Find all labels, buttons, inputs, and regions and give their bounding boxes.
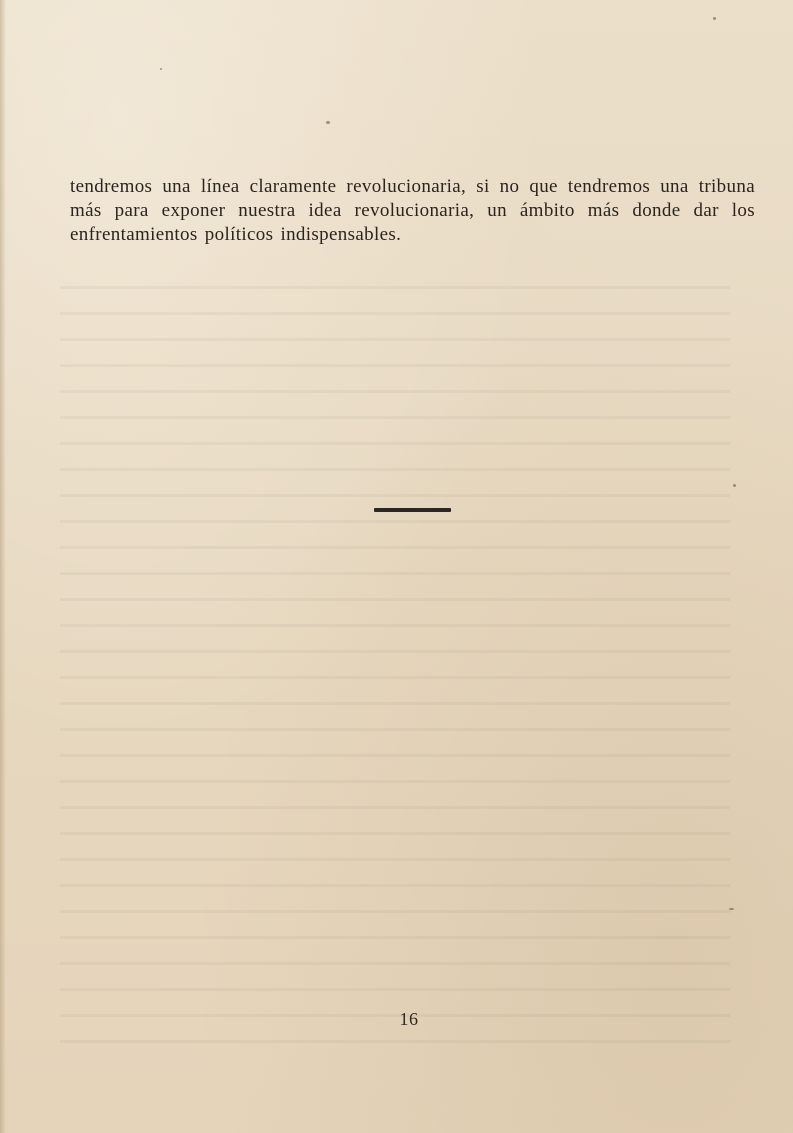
section-separator-rule	[374, 508, 451, 512]
paper-speck	[160, 68, 162, 70]
paper-speck	[729, 908, 734, 910]
paper-speck	[733, 484, 736, 487]
page-edge-shadow	[0, 0, 6, 1133]
page-number: 16	[399, 1009, 419, 1029]
paper-speck	[326, 121, 330, 124]
paper-speck	[713, 17, 716, 20]
reverse-side-show-through	[60, 270, 730, 1050]
body-paragraph: tendremos una línea claramente revolucionaria, si no que tendremos una tribuna más para exponer nuestra idea revolucionaria, un ámbito más donde dar los enfrentamientos políticos indispensables.	[70, 176, 755, 245]
